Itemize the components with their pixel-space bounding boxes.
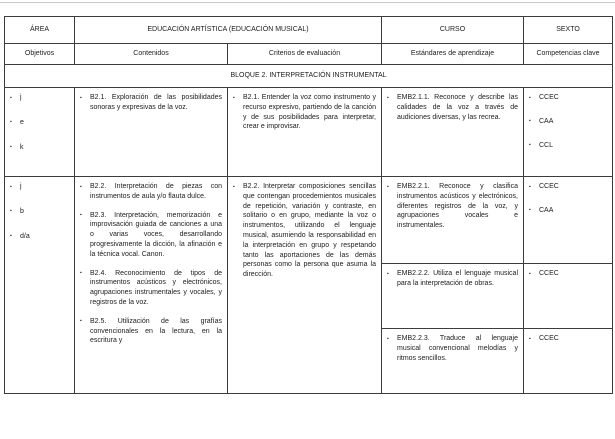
competencias-cell: [524, 177, 613, 264]
contenido-item-text: B2.4. Reconocimiento de tipos de instrumentos acústicos y electrónicos, agrupaciones instrumentales y vocales, y registros de la voz.: [90, 269, 222, 306]
objetivo-item: [10, 93, 69, 103]
curriculum-table: [4, 16, 613, 394]
objetivo-item: [10, 232, 69, 242]
estandar-item: [387, 182, 518, 231]
bullet-icon: ▪: [10, 144, 12, 151]
contenido-item: [80, 317, 222, 346]
estandares-cell: [382, 177, 524, 264]
estandares-cell: [382, 264, 524, 329]
criterio-item: [233, 182, 376, 280]
competencia-item: [529, 334, 607, 344]
estandar-item-text: EMB2.1.1. Reconoce y describe las calidades de la voz a través de audiciones diversas, y las recrea.: [397, 94, 518, 121]
objetivo-item-text: e: [20, 118, 24, 126]
bloque-header-row: [5, 65, 613, 88]
contenido-item-text: B2.3. Interpretación, memorización e improvisación guiada de canciones a una o varias voces, desarrollando progresivamente la dicción, la afinación e la técnica vocal. Canon.: [90, 211, 222, 258]
bullet-icon: ▪: [529, 207, 531, 214]
header-row-columns: [5, 44, 613, 65]
estandares-cell: [382, 88, 524, 177]
estandar-item: [387, 93, 518, 122]
objetivo-item-text: b: [20, 207, 24, 215]
bullet-icon: ▪: [233, 183, 235, 190]
contenidos-cell: [75, 177, 228, 394]
competencias-cell: [524, 329, 613, 394]
contenido-item: [80, 211, 222, 260]
contenido-item-text: B2.1. Exploración de las posibilidades sonoras y expresivas de la voz.: [90, 94, 222, 111]
area-header-label: ÁREA: [5, 17, 75, 44]
bullet-icon: ▪: [10, 119, 12, 126]
criterio-item-text: B2.1. Entender la voz como instrumento y recurso expresivo, partiendo de la canción y de sus posibilidades para interpretar, crear e improvisar.: [243, 94, 376, 131]
bloque-header: BLOQUE 2. INTERPRETACIÓN INSTRUMENTAL: [5, 65, 613, 88]
objetivo-item-text: j: [20, 183, 22, 190]
column-header-criterios: Criterios de evaluación: [228, 44, 382, 65]
contenido-item: [80, 93, 222, 113]
criterio-item-text: B2.2. Interpretar composiciones sencillas que contengan procedemientos musicales de repetición, variación y contraste, en solitario o en grupo, mediante la voz o instrumentos, utilizando el lenguaje musical, asumiendo la responsabilidad en la interpretación en grupo y respetando tanto las aportaciones de las demás personas como la persona que asuma la dirección.: [243, 183, 376, 279]
competencia-item: [529, 141, 607, 151]
objetivo-item: [10, 118, 69, 128]
estandar-item-text: EMB2.2.3. Traduce al lenguaje musical convencional melodías y ritmos sencillos.: [397, 335, 518, 362]
content-row-1: [5, 88, 613, 177]
table-body: [5, 88, 613, 394]
competencia-item: [529, 93, 607, 103]
bullet-icon: ▪: [529, 94, 531, 101]
criterio-item: [233, 93, 376, 132]
objetivo-item-text: k: [20, 143, 24, 151]
estandar-item: [387, 269, 518, 289]
competencia-item-text: CAA: [539, 206, 554, 214]
objetivo-item: [10, 182, 69, 192]
bullet-icon: ▪: [529, 270, 531, 277]
column-header-contenidos: Contenidos: [75, 44, 228, 65]
competencia-item-text: CCEC: [539, 183, 559, 190]
estandar-item-text: EMB2.2.2. Utiliza el lenguaje musical para la interpretación de obras.: [397, 270, 518, 287]
estandar-item: [387, 334, 518, 363]
contenido-item: [80, 182, 222, 202]
competencias-cell: [524, 88, 613, 177]
contenidos-cell: [75, 88, 228, 177]
estandares-cell: [382, 329, 524, 394]
contenido-item-text: B2.2. Interpretación de piezas con instrumentos de aula y/o flauta dulce.: [90, 183, 222, 200]
competencia-item-text: CCEC: [539, 94, 559, 101]
bullet-icon: ▪: [80, 318, 82, 325]
bullet-icon: ▪: [10, 208, 12, 215]
bullet-icon: ▪: [80, 94, 82, 101]
competencia-item: [529, 117, 607, 127]
bullet-icon: ▪: [529, 183, 531, 190]
objetivo-item-text: j: [20, 94, 22, 101]
criterios-cell: [228, 177, 382, 394]
bullet-icon: ▪: [80, 270, 82, 277]
column-header-objetivos: Objetivos: [5, 44, 75, 65]
curso-header-label: CURSO: [382, 17, 524, 44]
bullet-icon: ▪: [529, 335, 531, 342]
estandar-item-text: EMB2.2.1. Reconoce y clasifica instrumentos acústicos y electrónicos, diferentes registros de la voz, y agrupaciones vocales e instrumentales.: [397, 183, 518, 230]
column-header-estandares: Estándares de aprendizaje: [382, 44, 524, 65]
area-header-value: EDUCACIÓN ARTÍSTICA (EDUCACIÓN MUSICAL): [75, 17, 382, 44]
bullet-icon: ▪: [10, 233, 12, 240]
bullet-icon: ▪: [529, 142, 531, 149]
contenido-item-text: B2.5. Utilización de las grafías convencionales en la lectura, en la escritura y: [90, 317, 222, 345]
bullet-icon: ▪: [387, 94, 389, 101]
bullet-icon: ▪: [233, 94, 235, 101]
competencias-cell: [524, 264, 613, 329]
contenido-item: [80, 269, 222, 308]
objetivos-cell: [5, 88, 75, 177]
competencia-item-text: CAA: [539, 117, 554, 125]
objetivo-item: [10, 143, 69, 153]
competencia-item-text: CCL: [539, 141, 554, 149]
objetivo-item-text: d/a: [20, 232, 30, 240]
bullet-icon: ▪: [80, 183, 82, 190]
column-header-competencias: Competencias clave: [524, 44, 613, 65]
criterios-cell: [228, 88, 382, 177]
competencia-item-text: CCEC: [539, 270, 559, 277]
bullet-icon: ▪: [387, 183, 389, 190]
competencia-item: [529, 206, 607, 216]
objetivos-cell: [5, 177, 75, 394]
competencia-item: [529, 269, 607, 279]
bullet-icon: ▪: [387, 270, 389, 277]
bullet-icon: ▪: [529, 118, 531, 125]
bullet-icon: ▪: [10, 94, 12, 101]
content-row-2-sub1: [5, 177, 613, 264]
competencia-item-text: CCEC: [539, 335, 559, 342]
header-row-area: [5, 17, 613, 44]
bullet-icon: ▪: [80, 212, 82, 219]
page-top-divider: [0, 2, 615, 3]
curso-header-value: SEXTO: [524, 17, 613, 44]
objetivo-item: [10, 207, 69, 217]
bullet-icon: ▪: [387, 335, 389, 342]
competencia-item: [529, 182, 607, 192]
bullet-icon: ▪: [10, 183, 12, 190]
